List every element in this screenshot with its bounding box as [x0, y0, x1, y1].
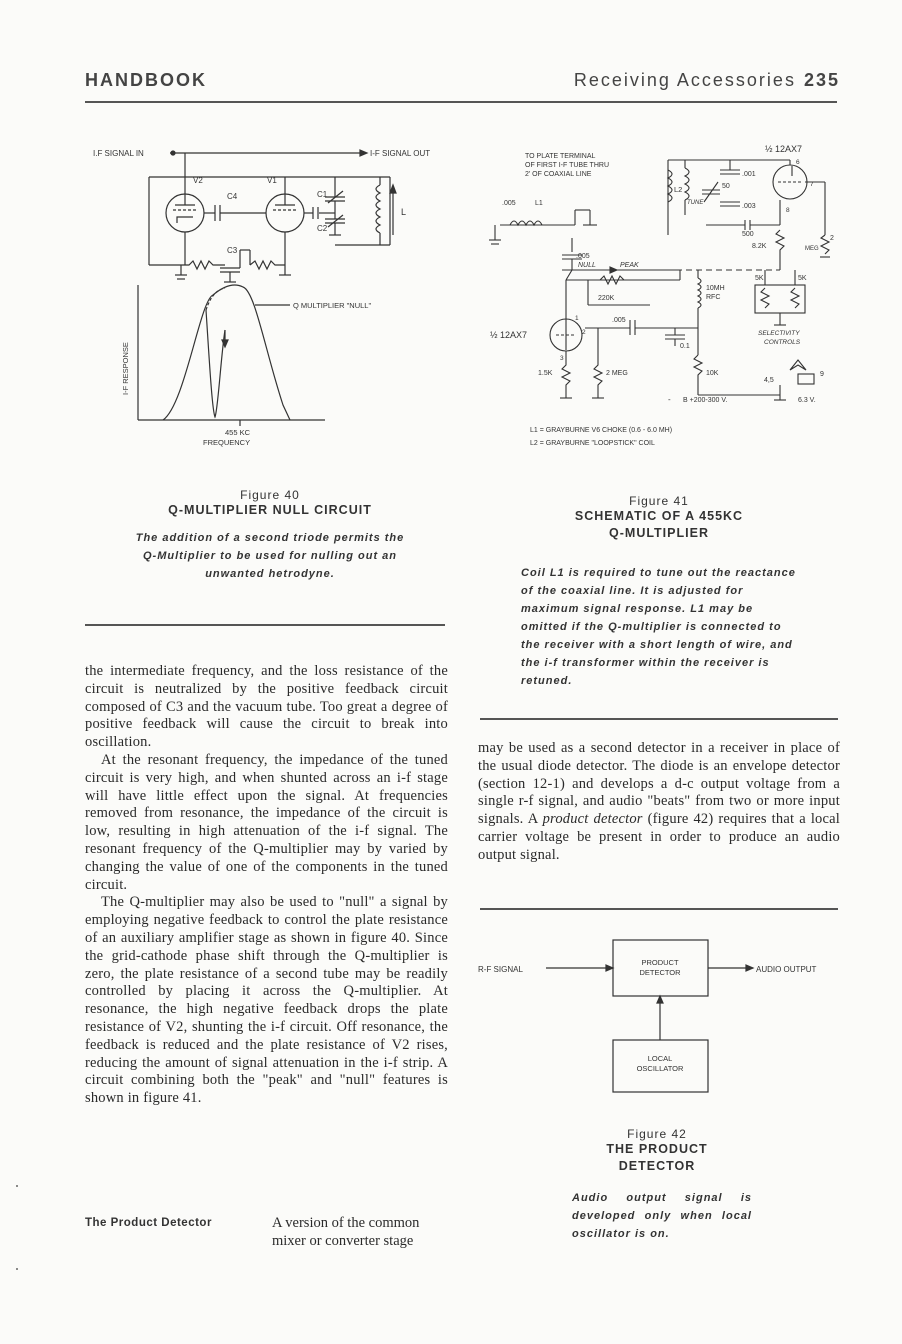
fig41-label: 9: [820, 371, 824, 378]
fig42-label: PRODUCT: [641, 958, 679, 967]
fig41-label: 8: [786, 207, 790, 214]
fig41-label: B +200-300 V.: [683, 397, 728, 404]
fig41-label: L1: [535, 200, 543, 207]
fig41-label: TO PLATE TERMINAL: [525, 153, 596, 160]
right-column-text: [478, 740, 840, 865]
fig40-label: C3: [227, 246, 238, 255]
fig41-label: 5K: [755, 275, 764, 282]
figure-40-diagram: [85, 135, 455, 455]
fig42-label: R-F SIGNAL: [478, 965, 523, 974]
fig40-label: 455 KC: [225, 428, 251, 437]
page-speck: [16, 1185, 18, 1187]
fig41-label: 3: [560, 355, 564, 362]
fig41-label: 220K: [598, 295, 615, 302]
fig41-label: NULL: [578, 262, 596, 269]
figure-40-caption: [120, 488, 420, 583]
emphasis-product-detector: product detector: [542, 811, 643, 828]
fig40-label: V1: [267, 176, 277, 185]
fig41-label: 10MH: [706, 285, 725, 292]
figure-number: Figure 42: [627, 1127, 687, 1141]
header-rule: [85, 101, 837, 103]
divider: [480, 718, 838, 720]
figure-title-line2: Q-MULTIPLIER: [609, 526, 709, 540]
fig41-label: L2 = GRAYBURNE "LOOPSTICK" COIL: [530, 440, 655, 447]
page-speck: [16, 1268, 18, 1270]
fig41-label: MEG: [805, 246, 819, 252]
figure-number: Figure 41: [629, 494, 689, 508]
fig41-label: 6.3 V.: [798, 397, 816, 404]
fig41-label: CONTROLS: [764, 339, 801, 346]
fig40-label: L: [401, 207, 407, 217]
fig40-label: I-F RESPONSE: [121, 342, 130, 395]
section-title: [574, 70, 840, 91]
fig41-label: 0.1: [680, 343, 690, 350]
figure-description: Audio output signal is developed only when local oscillator is on.: [572, 1192, 752, 1240]
figure-41-caption: [518, 494, 800, 690]
figure-description: The addition of a second triode permits the Q-Multiplier to be used for nulling out an unwanted hetrodyne.: [135, 532, 405, 580]
fig40-label: I.F SIGNAL IN: [93, 149, 144, 158]
fig42-label: DETECTOR: [639, 968, 681, 977]
fig41-label: 6: [796, 159, 800, 166]
fig41-label: ½ 12AX7: [490, 330, 528, 340]
fig41-label: 8.2K: [752, 243, 767, 250]
subhead-text: A version of the common mixer or converter stage: [272, 1215, 420, 1249]
fig41-label: L2: [674, 185, 683, 194]
fig41-label: SELECTIVITY: [758, 330, 800, 337]
figure-number: Figure 40: [240, 488, 300, 502]
fig42-label: AUDIO OUTPUT: [756, 965, 817, 974]
fig41-label: 10K: [706, 370, 719, 377]
figure-title-line1: THE PRODUCT: [606, 1142, 708, 1156]
figure-title: Q-MULTIPLIER NULL CIRCUIT: [168, 503, 372, 517]
fig40-label: C4: [227, 192, 238, 201]
figure-42-caption: [562, 1127, 752, 1243]
fig41-label: .001: [742, 171, 756, 178]
figure-title-line2: DETECTOR: [618, 1159, 696, 1173]
fig41-label: -: [668, 395, 671, 404]
fig41-label: L1 = GRAYBURNE V6 CHOKE (0.6 - 6.0 MH): [530, 427, 673, 434]
fig40-label: Q MULTIPLIER "NULL": [293, 301, 372, 310]
fig41-label: 500: [742, 231, 754, 238]
figure-title-line1: SCHEMATIC OF A 455KC: [574, 509, 744, 523]
figure-description: Coil L1 is required to tune out the reactance of the coaxial line. It is adjusted for maximum signal response. L1 may be omitted if the Q-multiplier is connected to the receiver with a short length of wire, and the i-f transformer within the receiver is retuned.: [521, 567, 796, 687]
divider: [85, 624, 445, 626]
fig41-label: TUNE: [687, 200, 704, 206]
fig42-label: LOCAL: [647, 1054, 673, 1063]
divider: [480, 908, 838, 910]
paragraph-part: may be used as a second detector in a receiver in place of the usual diode detector. The diode is an envelope detector (section 12-1) and develops a d-c output voltage from a single r-f signal, and audio "beats" from two or more input signals. A: [478, 740, 840, 828]
paragraph-part: (figure 42) requires that a local carrier voltage be present in order to produce an audio output signal.: [478, 811, 841, 863]
paragraph: the intermediate frequency, and the loss resistance of the circuit is neutralized by the positive feedback circuit composed of C3 and the vacuum tube. Too great a degree of positive feedback will cause the circuit to break into oscillation.: [85, 663, 448, 751]
paragraph: [478, 740, 840, 865]
fig41-label: 50: [722, 183, 730, 190]
left-column-text: [85, 663, 448, 1108]
subhead-product-detector: The Product Detector: [85, 1217, 212, 1229]
fig41-label: 2: [830, 235, 834, 242]
fig42-label: OSCILLATOR: [636, 1064, 684, 1073]
fig41-label: .003: [742, 203, 756, 210]
fig40-label: C2: [317, 224, 328, 233]
fig41-label: RFC: [706, 294, 721, 301]
fig40-label: V2: [193, 176, 203, 185]
fig41-label: 1: [575, 315, 579, 322]
fig41-label: .005: [576, 253, 590, 260]
figure-41-diagram: [480, 130, 845, 460]
fig41-label: .005: [502, 200, 516, 207]
fig41-label: 2 MEG: [606, 370, 628, 377]
running-head: HANDBOOK: [85, 70, 207, 90]
fig41-label: 7: [810, 181, 814, 188]
fig41-label: OF FIRST I-F TUBE THRU: [525, 162, 610, 169]
fig40-label: FREQUENCY: [203, 438, 251, 447]
fig41-label: 2: [582, 329, 586, 336]
fig41-label: 4,5: [764, 377, 774, 384]
fig40-label: C1: [317, 190, 328, 199]
fig41-label: 5K: [798, 275, 807, 282]
fig40-label: I-F SIGNAL OUT: [370, 149, 431, 158]
fig41-label: .005: [612, 317, 626, 324]
paragraph: At the resonant frequency, the impedance of the tuned circuit is very high, and when shunted across an i-f stage will have little effect upon the signal. At frequencies removed from resonance, the impedance of the circuit is low, resulting in high attenuation of the i-f signal. The resonant frequency of the Q-multiplier may by varied by changing the value of one of the components in the tuned circuit.: [85, 751, 448, 893]
fig41-label: 1.5K: [538, 370, 553, 377]
paragraph: The Q-multiplier may also be used to "null" a signal by employing negative feedback to control the plate resistance of an auxiliary amplifier stage as shown in figure 40. Since the grid-cathode phase shift through the Q-multiplier is zero, the plate resistance of a second tube may be readily controlled by placing it across the Q-multiplier. At resonance, the high negative feedback drops the plate resistance of V2, shunting the i-f circuit. Off resonance, the feedback is reduced and the plate resistance of V2 rises, reducing the amount of signal attenuation in the i-f strip. A circuit combining both the "peak" and "null" features is shown in figure 41.: [85, 894, 448, 1107]
figure-42-diagram: [478, 935, 840, 1105]
section-name: Receiving Accessories: [573, 70, 796, 90]
page-number: 235: [803, 70, 840, 90]
fig41-label: ½ 12AX7: [765, 144, 803, 154]
fig41-label: 2' OF COAXIAL LINE: [525, 171, 592, 178]
fig41-label: PEAK: [620, 262, 639, 269]
